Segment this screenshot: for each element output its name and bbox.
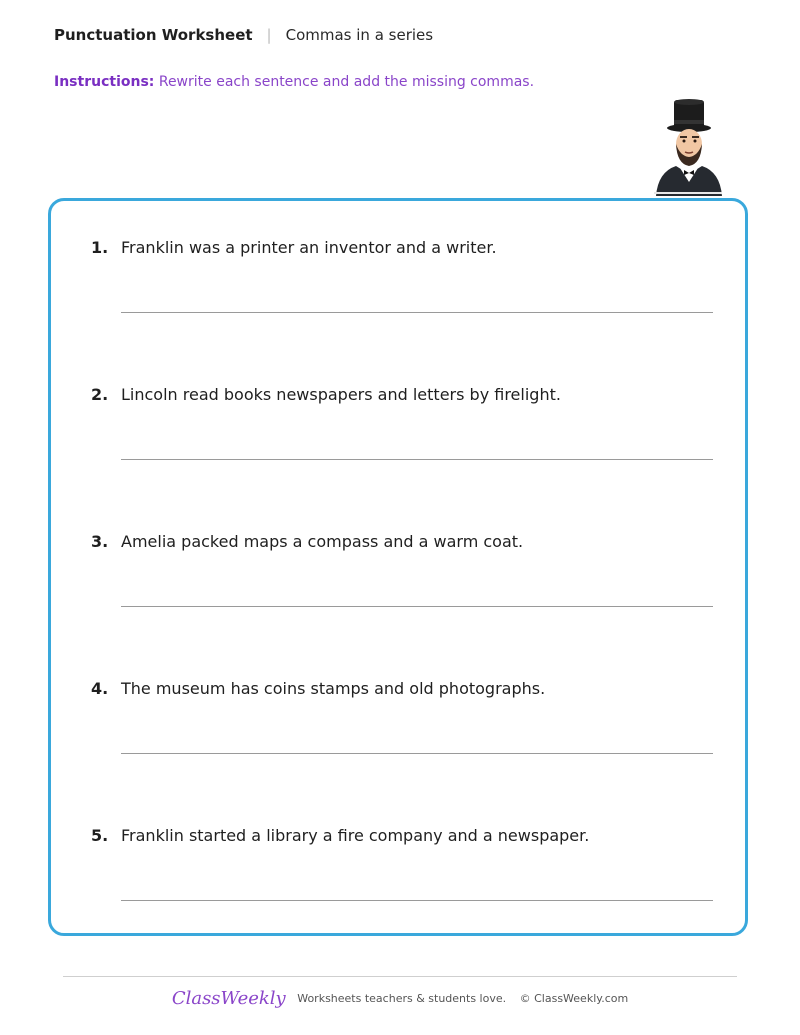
footer	[0, 988, 800, 1009]
answer-line[interactable]	[121, 900, 713, 901]
instructions-label: Instructions:	[54, 74, 155, 90]
worksheet-title: Punctuation Worksheet	[54, 26, 253, 44]
item-number: 5.	[91, 826, 109, 845]
item-number: 1.	[91, 238, 109, 257]
footer-divider	[63, 976, 737, 977]
item-sentence: Lincoln read books newspapers and letters by firelight.	[121, 385, 561, 404]
answer-line[interactable]	[121, 312, 713, 313]
answer-line[interactable]	[121, 753, 713, 754]
instructions	[54, 74, 534, 90]
worksheet-subtitle: Commas in a series	[285, 26, 434, 44]
abraham-lincoln-illustration	[636, 84, 740, 196]
answer-line[interactable]	[121, 606, 713, 607]
exercise-box	[48, 198, 748, 936]
item-number: 3.	[91, 532, 109, 551]
item-sentence: Franklin was a printer an inventor and a writer.	[121, 238, 497, 257]
item-sentence: Franklin started a library a fire company and a newspaper.	[121, 826, 590, 845]
item-number: 4.	[91, 679, 109, 698]
footer-copyright: © ClassWeekly.com	[519, 992, 629, 1005]
instructions-text: Rewrite each sentence and add the missing commas.	[158, 74, 535, 90]
answer-line[interactable]	[121, 459, 713, 460]
item-number: 2.	[91, 385, 109, 404]
header-separator: |	[266, 26, 272, 44]
worksheet-header	[54, 26, 433, 44]
classweekly-logo: ClassWeekly	[171, 988, 286, 1009]
item-sentence: Amelia packed maps a compass and a warm coat.	[121, 532, 524, 551]
item-sentence: The museum has coins stamps and old photographs.	[121, 679, 546, 698]
footer-tagline: Worksheets teachers & students love.	[297, 992, 507, 1005]
